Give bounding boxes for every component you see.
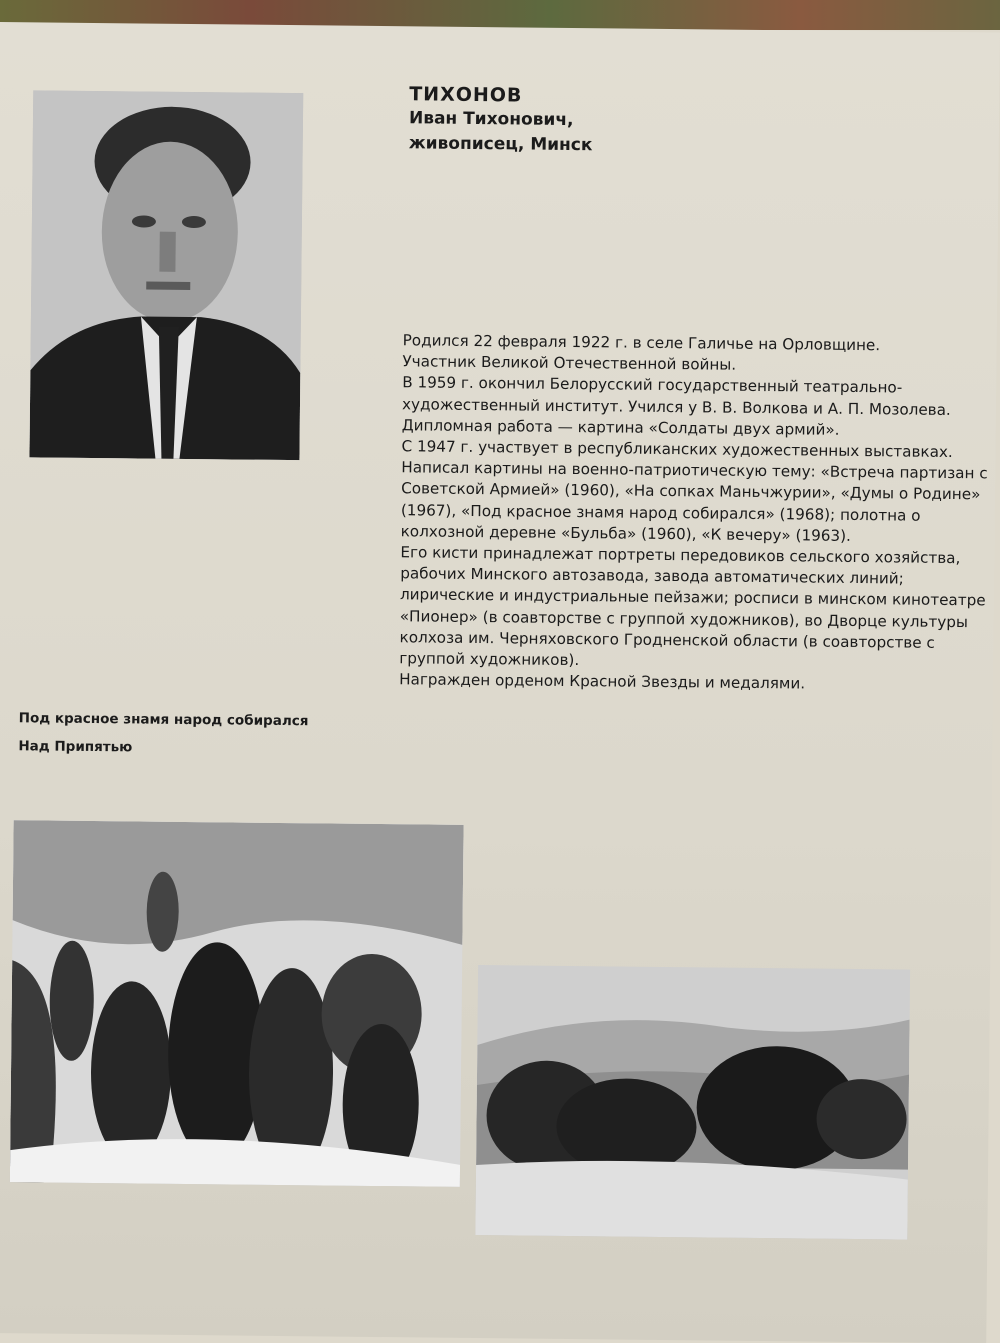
painting-partisans-reproduction <box>10 820 464 1187</box>
artist-profession: живописец, Минск <box>408 133 593 156</box>
caption-second-painting: Над Припятью <box>18 738 133 756</box>
bio-paragraph: С 1947 г. участвует в республиканских художественных выставках. <box>401 437 953 462</box>
painting-landscape-reproduction <box>475 965 910 1240</box>
biography-text <box>399 330 1000 697</box>
artist-header <box>409 82 990 162</box>
bio-paragraph: Написал картины на военно-патриотическую тему: «Встреча партизан с Советской Армией» (1960), «На сопках Маньчжурии», «Думы о Родине» (1967), «Под красное знамя народ собирался» (1968); полотна о колхозной деревне «Бульба» (1960), «К вечеру» (1963). <box>400 458 988 545</box>
book-page <box>0 22 1000 1343</box>
bio-paragraph: Его кисти принадлежат портреты передовиков сельского хозяйства, рабочих Минского автозавода, завода автоматических линий; лирические и индустриальные пейзажи; росписи в минском кинотеатре «Пионер» (в соавторстве с группой художников), во Дворце культуры колхоза им. Черняховского Гродненской области (в соавторстве с группой художников). <box>399 543 986 670</box>
artist-surname: ТИХОНОВ <box>409 83 523 107</box>
artist-portrait-photo <box>29 90 303 460</box>
artist-fullname: Иван Тихонович, <box>408 108 574 131</box>
bio-paragraph: Награжден орденом Красной Звезды и медалями. <box>399 670 806 693</box>
painting-captions <box>18 710 369 770</box>
bio-paragraph: Родился 22 февраля 1922 г. в селе Галичье на Орловщине. <box>402 331 881 355</box>
bio-paragraph: Участник Великой Отечественной войны. <box>402 352 737 374</box>
bio-paragraph: В 1959 г. окончил Белорусский государственный театрально-художественный институт. Учился у В. В. Волкова и А. П. Мозолева. Дипломная работа — картина «Солдаты двух армий». <box>401 373 951 439</box>
caption-first-painting: Под красное знамя народ собирался <box>18 710 309 730</box>
